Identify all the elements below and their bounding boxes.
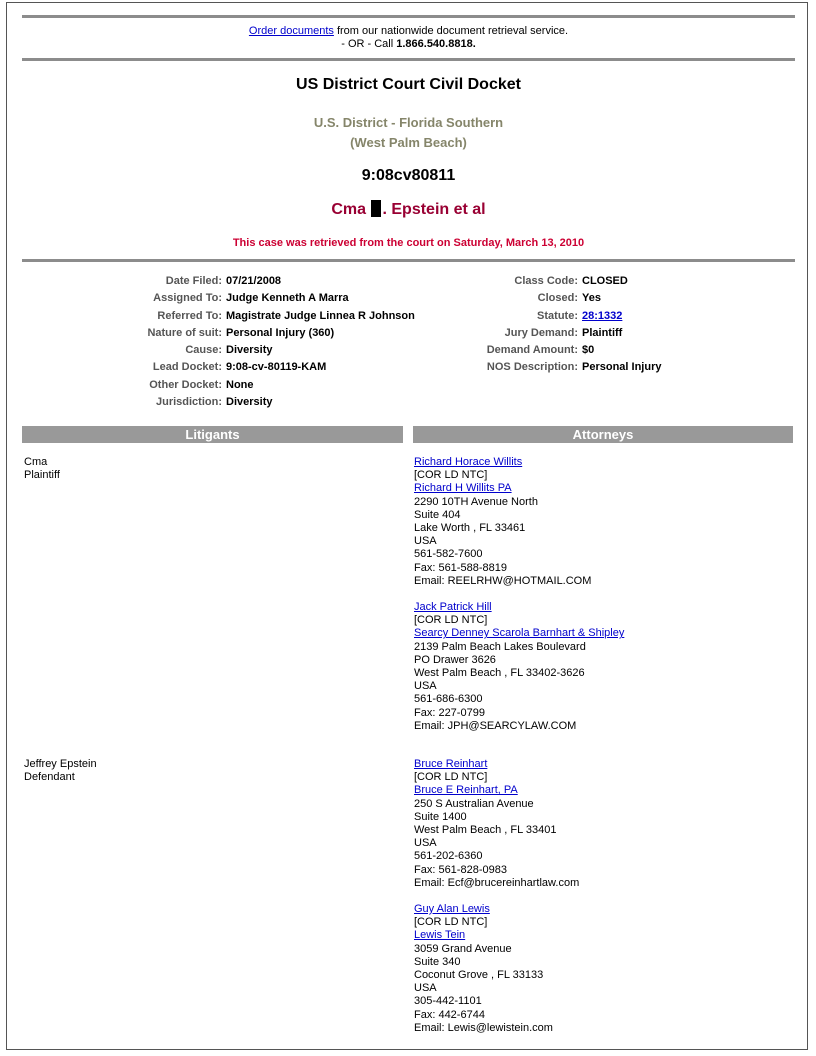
court-name	[22, 113, 795, 153]
attorney-email: Email: Lewis@lewistein.com	[414, 1021, 553, 1034]
info-label: Jurisdiction:	[155, 396, 222, 409]
page-frame	[6, 2, 808, 1050]
redaction-block	[371, 200, 381, 217]
attorney-city: Lake Worth , FL 33461	[414, 522, 526, 535]
attorney-country: USA	[414, 837, 437, 850]
attorney-firm-link[interactable]: Bruce E Reinhart, PA	[414, 784, 518, 797]
attorney-name-link[interactable]: Guy Alan Lewis	[414, 903, 490, 915]
attorney-address: 2290 10TH Avenue North	[414, 495, 538, 508]
attorney-fax: Fax: 227-0799	[414, 706, 485, 719]
attorney-email: Email: JPH@SEARCYLAW.COM	[414, 719, 577, 732]
info-row-class-code	[420, 273, 661, 290]
info-value: Judge Kenneth A Marra	[226, 292, 349, 305]
order-banner	[22, 25, 795, 51]
top-divider	[22, 15, 795, 18]
info-label: Lead Docket:	[152, 361, 222, 374]
case-info-left	[22, 273, 415, 411]
info-label: Cause:	[185, 344, 222, 357]
info-label: NOS Description:	[486, 361, 578, 374]
party-name: Jeffrey Epstein	[24, 758, 97, 770]
litigants-header: Litigants	[22, 426, 403, 443]
attorney-tag: [COR LD NTC]	[414, 469, 488, 482]
attorney-address: 250 S Australian Avenue	[414, 797, 534, 810]
attorney-address: PO Drawer 3626	[414, 653, 496, 666]
attorney-phone: 305-442-1101	[414, 995, 482, 1008]
info-row-nos-description	[420, 359, 661, 376]
info-value: Personal Injury	[582, 361, 662, 374]
info-value: CLOSED	[582, 275, 628, 287]
attorney-fax: Fax: 442-6744	[414, 1008, 485, 1021]
court-line-1: U.S. District - Florida Southern	[313, 115, 504, 130]
attorney-block-reinhart	[414, 758, 579, 890]
attorney-city: West Palm Beach , FL 33402-3626	[414, 667, 585, 680]
info-row-referred-to	[22, 308, 415, 325]
case-title	[22, 200, 795, 219]
attorney-tag: [COR LD NTC]	[414, 916, 488, 929]
info-label: Jury Demand:	[504, 326, 578, 339]
info-divider	[22, 259, 795, 262]
attorney-fax: Fax: 561-828-0983	[414, 863, 507, 876]
attorney-country: USA	[414, 982, 437, 995]
attorney-address: Suite 404	[414, 508, 461, 521]
retrieved-notice: This case was retrieved from the court on Saturday, March 13, 2010	[232, 237, 585, 249]
attorney-phone: 561-686-6300	[414, 693, 483, 706]
info-value: None	[226, 378, 254, 391]
info-row-jury-demand	[420, 325, 661, 342]
party-role: Plaintiff	[24, 469, 60, 481]
info-label: Class Code:	[514, 275, 578, 287]
attorney-firm-link[interactable]: Searcy Denney Scarola Barnhart & Shipley	[414, 627, 625, 640]
attorney-fax: Fax: 561-588-8819	[414, 561, 507, 574]
attorney-phone: 561-202-6360	[414, 850, 483, 863]
info-value: Yes	[582, 292, 601, 305]
attorney-address: 3059 Grand Avenue	[414, 942, 512, 955]
attorney-city: West Palm Beach , FL 33401	[414, 824, 557, 837]
info-label: Referred To:	[157, 309, 222, 322]
info-label: Demand Amount:	[486, 344, 578, 357]
info-value: 07/21/2008	[226, 275, 282, 287]
attorney-block-hill	[414, 601, 624, 733]
attorney-email: Email: Ecf@brucereinhartlaw.com	[414, 876, 580, 889]
info-row-assigned-to	[22, 290, 415, 307]
case-info-right	[420, 273, 661, 377]
party-plaintiff	[24, 456, 60, 482]
party-defendant	[24, 758, 97, 784]
attorneys-header: Attorneys	[413, 426, 793, 443]
info-value: Diversity	[226, 396, 273, 409]
info-row-lead-docket	[22, 359, 415, 376]
info-row-jurisdiction	[22, 394, 415, 411]
order-documents-link[interactable]: Order documents	[248, 25, 334, 37]
info-label: Other Docket:	[149, 378, 222, 391]
attorney-country: USA	[414, 535, 437, 548]
attorney-name-link[interactable]: Bruce Reinhart	[414, 758, 488, 770]
info-row-demand-amount	[420, 342, 661, 359]
info-label: Assigned To:	[153, 292, 222, 305]
info-row-cause	[22, 342, 415, 359]
order-text: from our nationwide document retrieval service.	[333, 25, 569, 37]
attorney-address: Suite 1400	[414, 810, 467, 823]
attorney-address: 2139 Palm Beach Lakes Boulevard	[414, 640, 586, 653]
info-row-date-filed	[22, 273, 415, 290]
phone-number: 1.866.540.8818.	[396, 38, 476, 50]
info-row-closed	[420, 290, 661, 307]
info-value: Personal Injury (360)	[226, 326, 335, 339]
header-divider	[22, 58, 795, 61]
info-value: $0	[582, 344, 595, 357]
attorney-name-link[interactable]: Richard Horace Willits	[414, 456, 523, 468]
attorney-city: Coconut Grove , FL 33133	[414, 969, 544, 982]
attorney-tag: [COR LD NTC]	[414, 614, 488, 627]
attorney-block-lewis	[414, 903, 553, 1035]
info-label: Statute:	[537, 309, 578, 322]
attorney-name-link[interactable]: Jack Patrick Hill	[414, 601, 492, 613]
court-line-2: (West Palm Beach)	[350, 135, 467, 150]
info-value: Diversity	[226, 344, 273, 357]
attorney-address: Suite 340	[414, 955, 461, 968]
page-title: US District Court Civil Docket	[296, 76, 521, 93]
statute-link[interactable]: 28:1332	[582, 309, 623, 322]
party-role: Defendant	[24, 771, 75, 783]
info-value: Magistrate Judge Linnea R Johnson	[226, 309, 415, 322]
info-value: 9:08-cv-80119-KAM	[226, 361, 327, 374]
attorney-phone: 561-582-7600	[414, 548, 483, 561]
attorney-firm-link[interactable]: Lewis Tein	[414, 929, 466, 942]
attorney-country: USA	[414, 680, 437, 693]
info-row-nature-of-suit	[22, 325, 415, 342]
info-row-other-docket	[22, 377, 415, 394]
info-label: Closed:	[537, 292, 578, 305]
case-title-end: . Epstein et al	[382, 201, 486, 218]
attorney-tag: [COR LD NTC]	[414, 771, 488, 784]
party-name: Cma	[24, 456, 48, 468]
info-label: Nature of suit:	[147, 326, 222, 339]
attorney-email: Email: REELRHW@HOTMAIL.COM	[414, 574, 592, 587]
attorney-block-willits	[414, 456, 591, 588]
case-title-start: Cma	[331, 201, 371, 218]
call-prefix: - OR - Call	[341, 38, 397, 50]
attorney-firm-link[interactable]: Richard H Willits PA	[414, 482, 512, 495]
info-row-statute	[420, 308, 661, 325]
info-label: Date Filed:	[165, 275, 222, 287]
info-value: Plaintiff	[582, 326, 623, 339]
docket-number: 9:08cv80811	[361, 167, 456, 184]
